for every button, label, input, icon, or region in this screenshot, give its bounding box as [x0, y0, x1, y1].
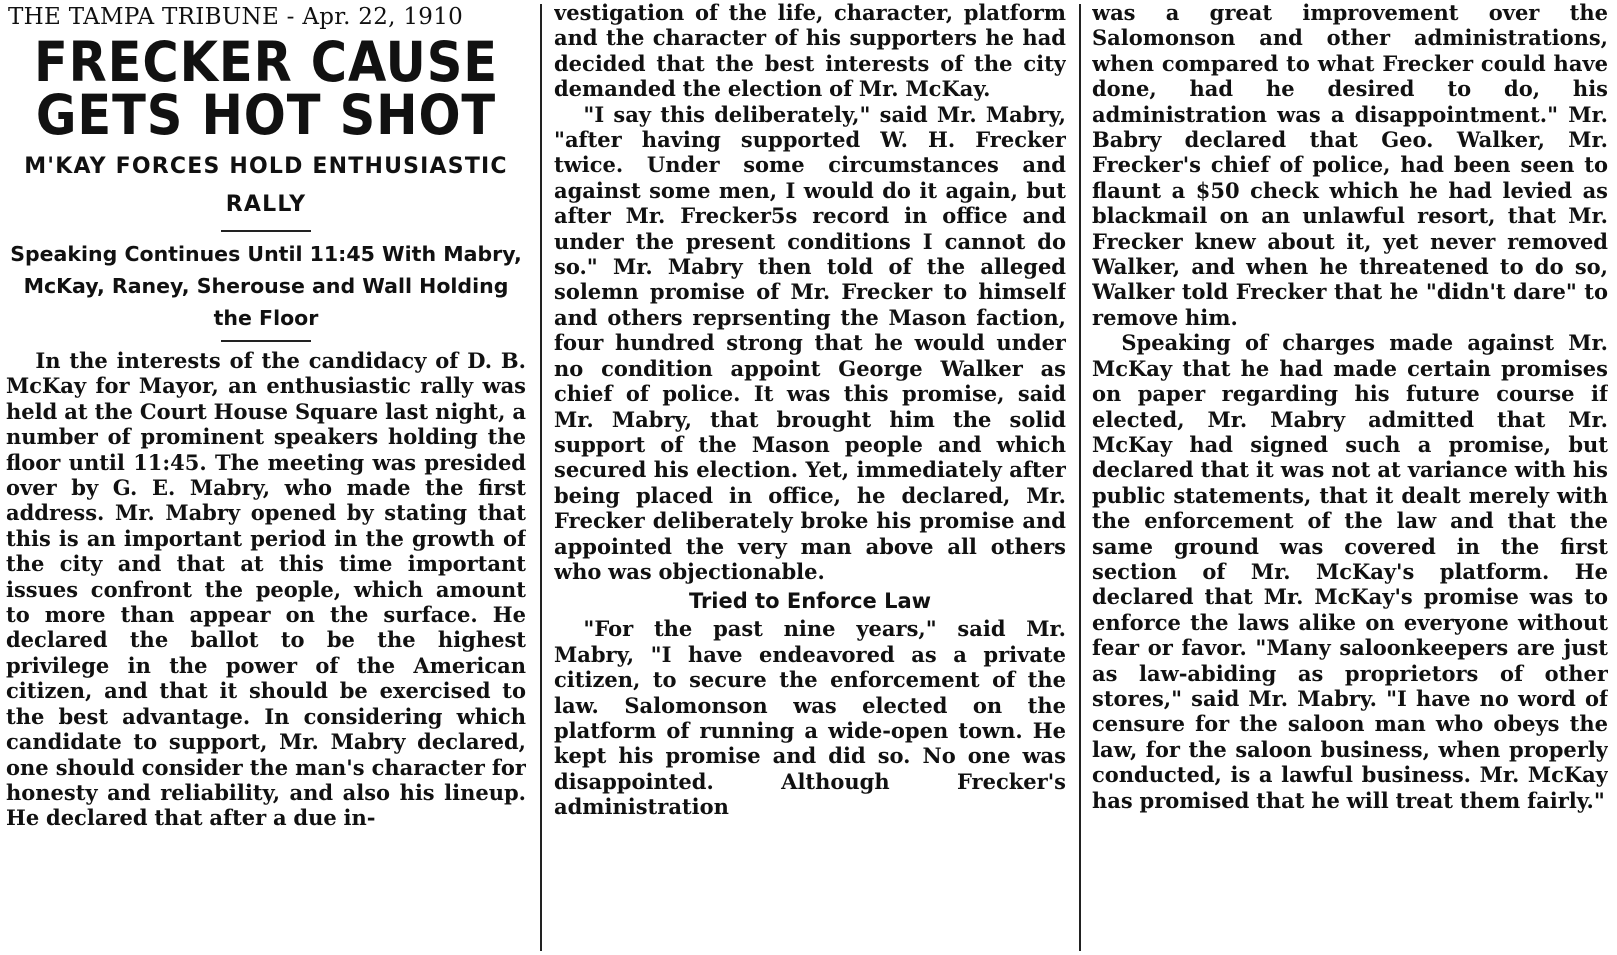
paragraph-3: "For the past nine years," said Mr. Mabry, "I have endeavored as a private citizen, to secure the enforcement of the law. Salomonson was elected on the platform of running a wide-open town. He kept his promise and did so. No one was disappointed. Although Frecker's administration: [554, 616, 1066, 820]
deck: M'KAY FORCES HOLD ENTHUSIASTIC RALLY: [24, 154, 508, 217]
divider: [221, 230, 311, 232]
subhead: Tried to Enforce Law: [688, 589, 932, 614]
column-rule: [540, 4, 542, 951]
column-1: [6, 0, 526, 955]
headline-line-2: GETS HOT SHOT: [35, 83, 497, 147]
subdeck: Speaking Continues Until 11:45 With Mabry, McKay, Raney, Sherouse and Wall Holding the Floor: [10, 242, 522, 330]
paragraph-2: "I say this deliberately," said Mr. Mabry, "after having supported W. H. Frecker twice. Under some circumstances and against some men, I would do it again, but after Mr. Frecker5s record in office and under the present conditions I cannot do so." Mr. Mabry then told of the alleged solemn promise of Mr. Frecker to himself and others reprsenting the Mason faction, four hundred strong that he would under no condition appoint George Walker as chief of police. It was this promise, said Mr. Mabry, that brought him the solid support of the Mason people and which secured his election. Yet, immediately after being placed in office, he declared, Mr. Frecker deliberately broke his promise and appointed the very man above all others who was objectionable.: [554, 101, 1066, 584]
paragraph-4: Speaking of charges made against Mr. McKay that he had made certain promises on paper regarding his future course if elected, Mr. Mabry admitted that Mr. McKay had signed such a promise, but declared that it was not at variance with his public statements, that it dealt merely with the enforcement of the law and that the same ground was covered in the first section of Mr. McKay's platform. He declared that Mr. McKay's promise was to enforce the laws alike on everyone without fear or favor. "Many saloonkeepers are just as law-abiding as proprietors of other stores," said Mr. Mabry. "I have no word of censure for the saloon man who obeys the law, for the saloon business, when properly conducted, is a lawful business. Mr. McKay has promised that he will treat them fairly.": [1092, 330, 1608, 813]
column-3: [1092, 0, 1608, 955]
paragraph-1: In the interests of the candidacy of D. B. McKay for Mayor, an enthusiastic rally was held at the Court House Square last night, a number of prominent speakers holding the floor until 11:45. The meeting was presided over by G. E. Mabry, who made the first address. Mr. Mabry opened by stating that this is an important period in the growth of the city and that at this time important issues confront the people, which amount to more than appear on the surface. He declared the ballot to be the highest privilege in the power of the American citizen, and that it should be exercised to the best advantage. In considering which candidate to support, Mr. Mabry declared, one should consider the man's character for honesty and reliability, and also his lineup. He declared that after a due in-: [6, 348, 526, 831]
paragraph-3-continued: was a great improvement over the Salomonson and other administrations, when compared to what Frecker could have done, had he desired to do, his administration was a disappointment." Mr. Babry declared that Geo. Walker, Mr. Frecker's chief of police, had been seen to flaunt a $50 check which he had levied as blackmail on an unlawful resort, that Mr. Frecker knew about it, yet never removed Walker, and when he threatened to do so, Walker told Frecker that he "didn't dare" to remove him.: [1092, 0, 1608, 330]
headline-line-1: FRECKER CAUSE: [33, 30, 499, 94]
column-rule: [1079, 4, 1081, 951]
dateline: THE TAMPA TRIBUNE - Apr. 22, 1910: [8, 4, 464, 30]
paragraph-1-continued: vestigation of the life, character, platform and the character of his supporters he had decided that the best interests of the city demanded the election of Mr. McKay.: [554, 0, 1066, 102]
divider: [221, 340, 311, 342]
column-2: [554, 0, 1066, 955]
